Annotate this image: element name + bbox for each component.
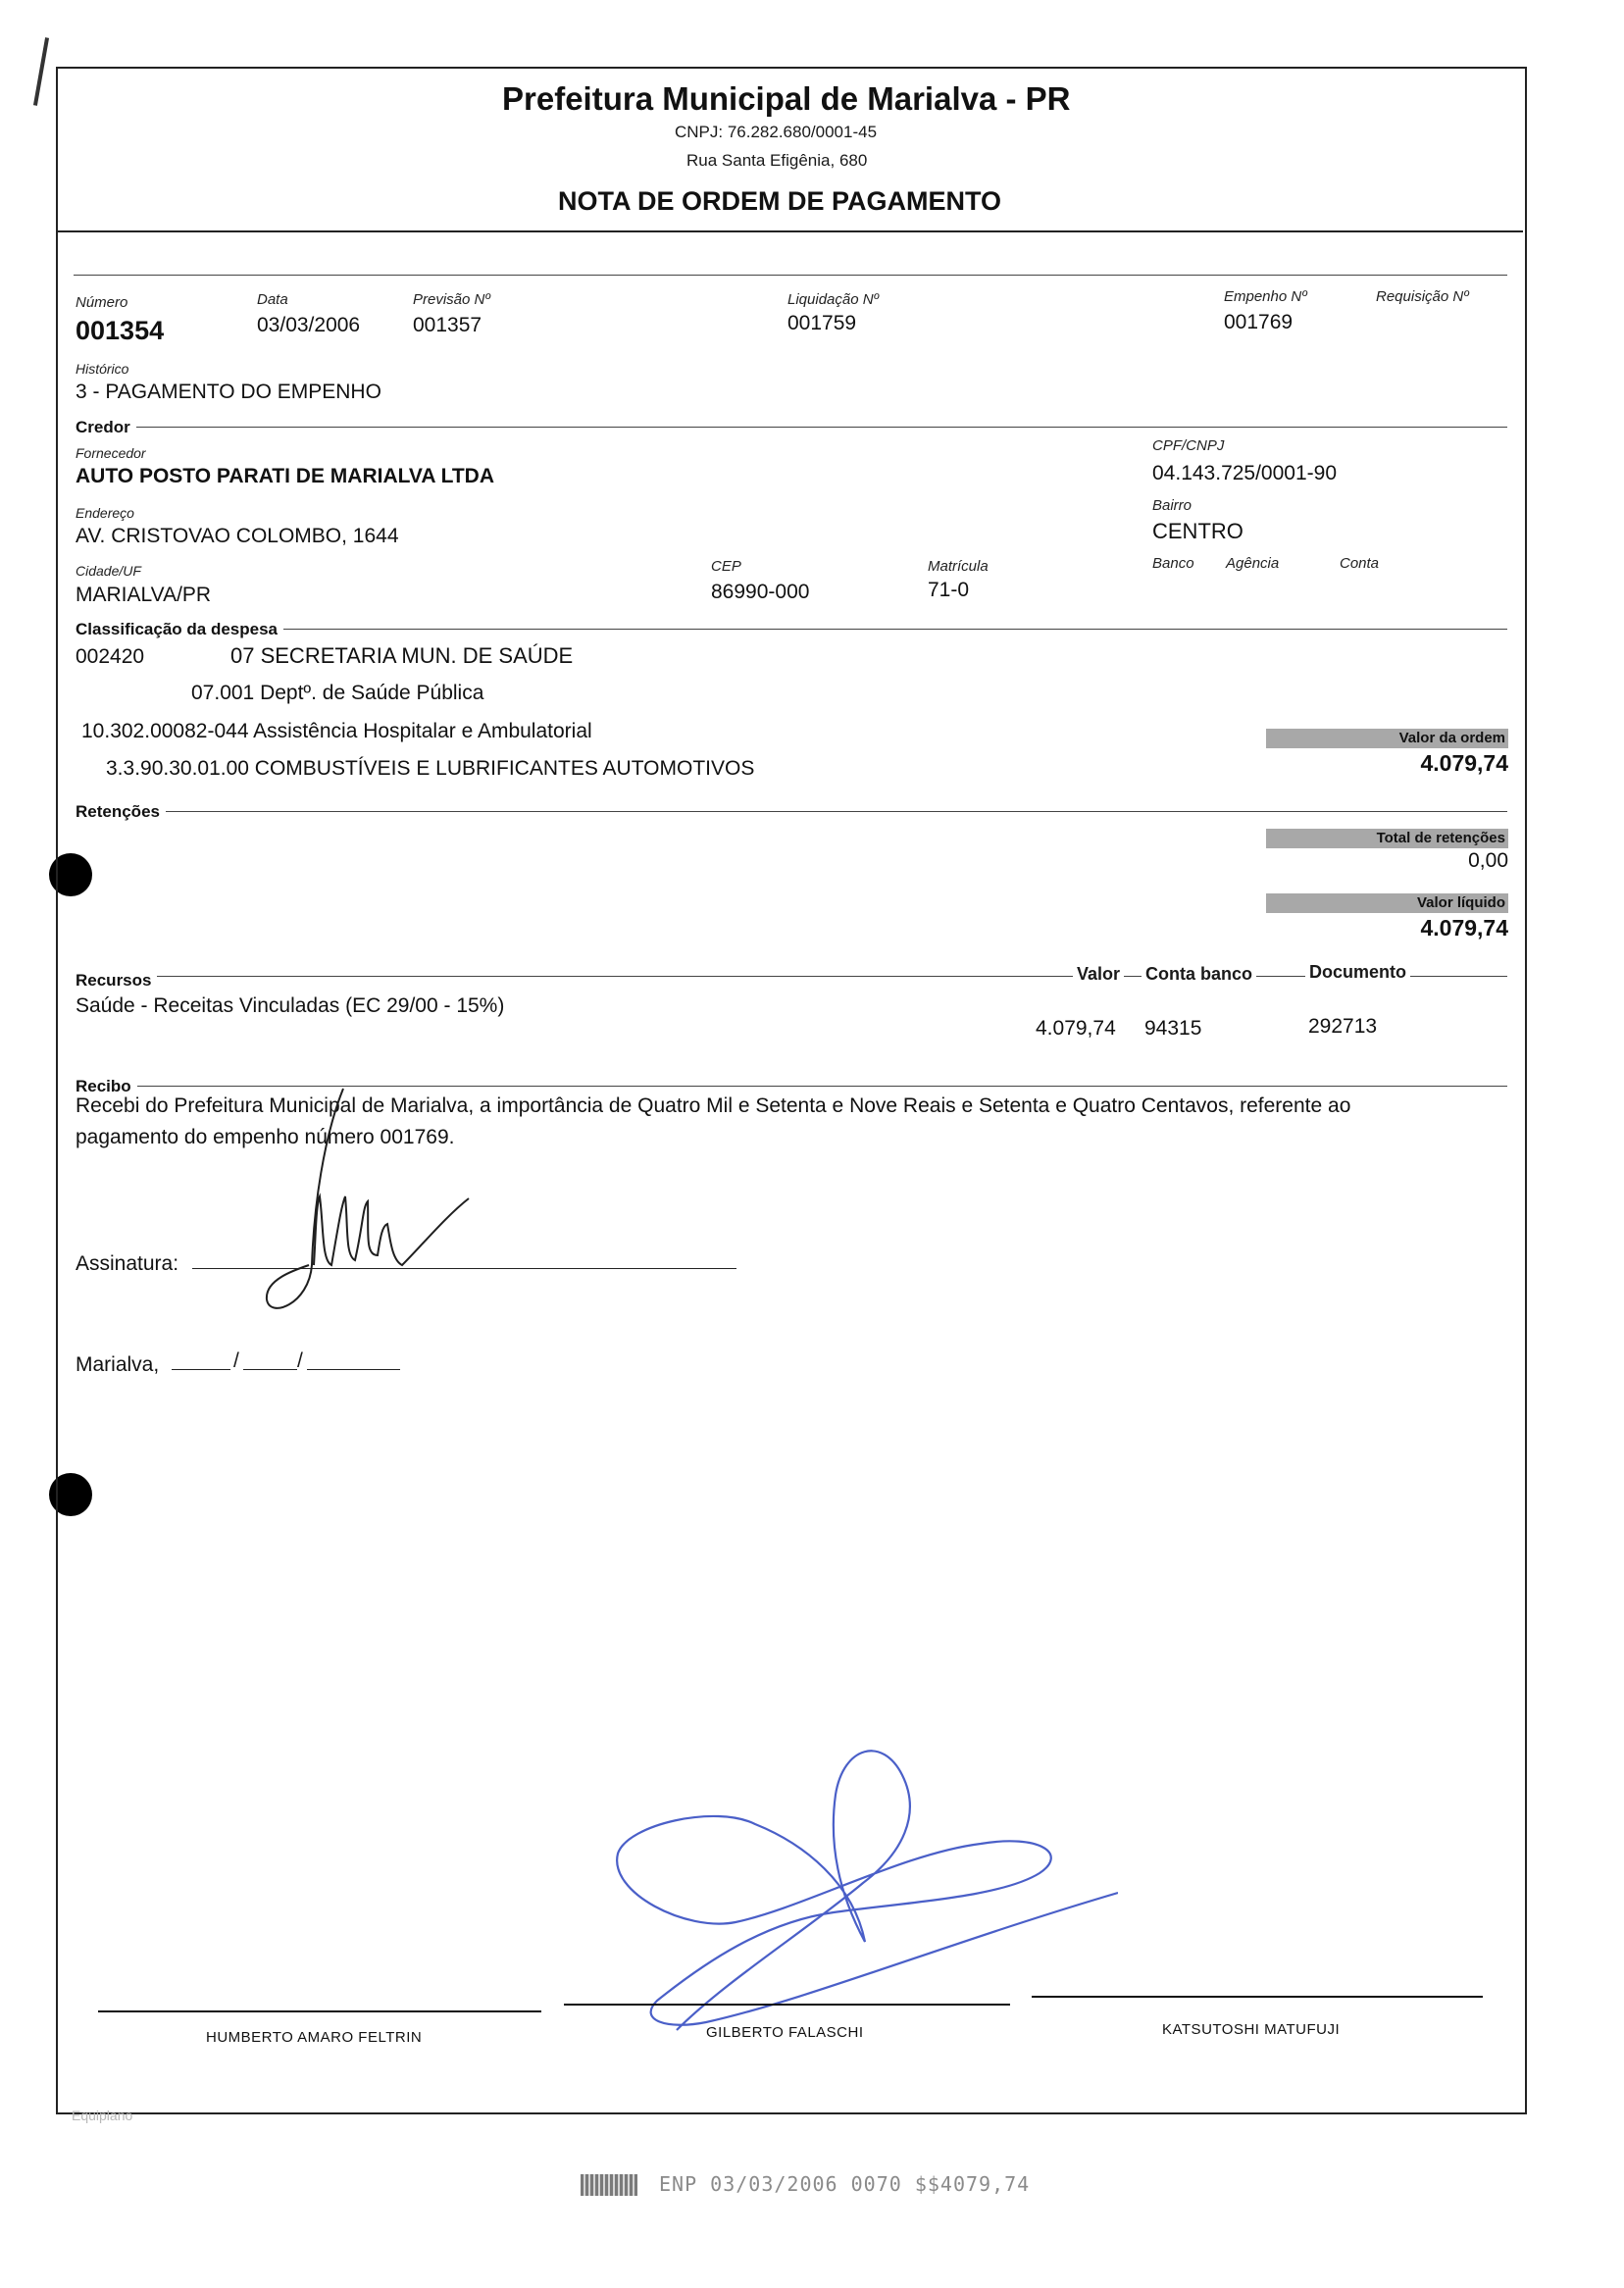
recibo-line-2: pagamento do empenho número 001769.: [76, 1126, 455, 1148]
signatory-line-2: [564, 2004, 1010, 2006]
assinatura-label: Assinatura:: [76, 1252, 179, 1275]
previsao-label: Previsão Nº: [413, 291, 490, 308]
historico-value: 3 - PAGAMENTO DO EMPENHO: [76, 381, 381, 403]
signatory-name-1: HUMBERTO AMARO FELTRIN: [206, 2029, 423, 2046]
date-month-line: [243, 1369, 297, 1370]
page-title: Prefeitura Municipal de Marialva - PR: [502, 80, 1071, 117]
local-label: Marialva,: [76, 1353, 160, 1376]
cpf-value: 04.143.725/0001-90: [1152, 462, 1338, 484]
credor-rule: [76, 427, 1507, 428]
credor-section-title: Credor: [76, 418, 136, 437]
valor-liquido-bar: [1266, 893, 1508, 913]
classificacao-code: 002420: [76, 645, 145, 668]
recibo-line-1: Recebi do Prefeitura Municipal de Marialva, a importância de Quatro Mil e Setenta e Nove Reais e Setenta e Quatro Centavos, referente ao: [76, 1094, 1351, 1117]
matricula-value: 71-0: [928, 579, 970, 601]
date-year-line: [307, 1369, 400, 1370]
numero-value: 001354: [76, 316, 165, 345]
date-slash-1: /: [233, 1349, 239, 1372]
departamento-text: 07.001 Deptº. de Saúde Pública: [191, 682, 484, 704]
recursos-descricao: Saúde - Receitas Vinculadas (EC 29/00 - 15%): [76, 994, 505, 1017]
requisicao-label: Requisição Nº: [1376, 288, 1469, 305]
total-retencoes-value: 0,00: [1468, 849, 1508, 872]
signatory-name-3: KATSUTOSHI MATUFUJI: [1162, 2021, 1341, 2038]
conta-label: Conta: [1340, 555, 1380, 572]
address-text: Rua Santa Efigênia, 680: [686, 151, 868, 170]
empenho-value: 001769: [1224, 311, 1294, 333]
endereco-label: Endereço: [76, 505, 134, 521]
recipient-signature: [255, 1079, 530, 1334]
retencoes-section-title: Retenções: [76, 802, 166, 822]
valor-ordem-value: 4.079,74: [1420, 750, 1508, 776]
recursos-conta-banco: 94315: [1144, 1017, 1202, 1040]
recursos-section-title: Recursos: [76, 971, 157, 991]
data-label: Data: [257, 291, 288, 308]
total-retencoes-label: Total de retenções: [1376, 830, 1505, 846]
empenho-label: Empenho Nº: [1224, 288, 1307, 305]
historico-label: Histórico: [76, 361, 129, 377]
bairro-label: Bairro: [1152, 497, 1193, 514]
valor-ordem-bar: [1266, 729, 1508, 748]
signatory-line-1: [98, 2010, 541, 2012]
bank-stamp-logo: [581, 2174, 637, 2196]
cep-label: CEP: [711, 558, 741, 575]
liquidacao-value: 001759: [787, 312, 857, 334]
document-title: NOTA DE ORDEM DE PAGAMENTO: [558, 186, 1002, 216]
cidade-label: Cidade/UF: [76, 563, 141, 579]
bank-stamp-text: ENP 03/03/2006 0070 $$4079,74: [659, 2172, 1031, 2196]
valor-liquido-value: 4.079,74: [1420, 915, 1508, 941]
endereco-value: AV. CRISTOVAO COLOMBO, 1644: [76, 525, 399, 547]
retencoes-rule: [76, 811, 1507, 812]
recursos-documento: 292713: [1308, 1015, 1378, 1038]
signatory-name-2: GILBERTO FALASCHI: [706, 2024, 864, 2041]
classificacao-rule: [76, 629, 1507, 630]
fornecedor-value: AUTO POSTO PARATI DE MARIALVA LTDA: [76, 465, 494, 487]
bairro-value: CENTRO: [1152, 519, 1243, 543]
header-divider: [58, 230, 1523, 232]
recursos-documento-label: Documento: [1305, 962, 1410, 983]
date-day-line: [172, 1369, 230, 1370]
signatory-line-3: [1032, 1996, 1483, 1998]
liquidacao-label: Liquidação Nº: [787, 291, 880, 308]
recursos-conta-banco-label: Conta banco: [1142, 964, 1256, 985]
total-retencoes-bar: [1266, 829, 1508, 848]
recursos-valor-label: Valor: [1073, 964, 1124, 985]
cpf-label: CPF/CNPJ: [1152, 437, 1225, 454]
programa-text: 10.302.00082-044 Assistência Hospitalar e Ambulatorial: [81, 720, 592, 742]
cidade-value: MARIALVA/PR: [76, 584, 212, 606]
cnpj-text: CNPJ: 76.282.680/0001-45: [675, 123, 878, 141]
banco-label: Banco: [1152, 555, 1194, 572]
date-slash-2: /: [297, 1349, 303, 1372]
cep-value: 86990-000: [711, 581, 810, 603]
numero-label: Número: [76, 294, 128, 311]
recibo-section-title: Recibo: [76, 1077, 137, 1096]
valor-liquido-label: Valor líquido: [1416, 894, 1505, 911]
recursos-valor: 4.079,74: [1036, 1017, 1116, 1040]
recursos-rule: [76, 976, 1507, 977]
top-rule: [74, 275, 1507, 276]
software-watermark: Equiplano: [72, 2108, 133, 2123]
fornecedor-label: Fornecedor: [76, 445, 146, 461]
pen-mark: [33, 37, 49, 106]
secretaria-text: 07 SECRETARIA MUN. DE SAÚDE: [230, 643, 574, 668]
classificacao-section-title: Classificação da despesa: [76, 620, 283, 639]
data-value: 03/03/2006: [257, 314, 361, 336]
authority-signature: [608, 1736, 1118, 2050]
valor-ordem-label: Valor da ordem: [1398, 730, 1505, 746]
matricula-label: Matrícula: [928, 558, 989, 575]
agencia-label: Agência: [1226, 555, 1280, 572]
previsao-value: 001357: [413, 314, 482, 336]
elemento-text: 3.3.90.30.01.00 COMBUSTÍVEIS E LUBRIFICANTES AUTOMOTIVOS: [106, 757, 755, 780]
